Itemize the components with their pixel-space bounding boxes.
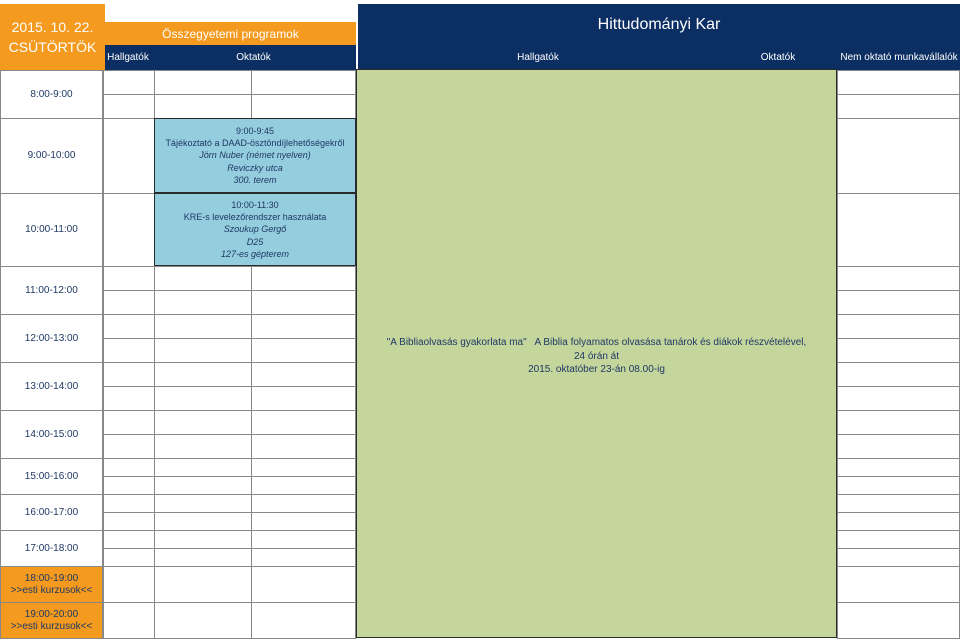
grid-cell: [837, 70, 960, 95]
evening-time: 19:00-20:00: [24, 608, 79, 620]
grid-cell: [154, 266, 252, 291]
grid-cell: [103, 530, 155, 549]
grid-cell: [251, 530, 356, 549]
grid-cell: [154, 476, 252, 495]
time-slot: 12:00-13:00: [0, 314, 103, 363]
grid-cell: [103, 193, 155, 267]
event-bible-reading[interactable]: [356, 69, 837, 638]
evening-time-slot: [0, 602, 103, 639]
col-header-teachers-1: Oktatók: [151, 45, 356, 70]
event-daad[interactable]: [154, 118, 356, 193]
col-header-teachers-2: Oktatók: [718, 45, 838, 70]
grid-cell: [251, 548, 356, 567]
evening-note: >>esti kurzusok<<: [10, 584, 93, 596]
grid-cell: [251, 434, 356, 459]
grid-cell: [251, 290, 356, 315]
grid-cell: [837, 118, 960, 194]
grid-cell: [103, 70, 155, 95]
grid-cell: [251, 512, 356, 531]
grid-cell: [251, 602, 356, 639]
grid-cell: [154, 410, 252, 435]
grid-cell: [103, 290, 155, 315]
grid-cell: [103, 548, 155, 567]
grid-cell: [251, 70, 356, 95]
event-place: D25: [246, 236, 264, 247]
grid-cell: [103, 512, 155, 531]
event-time: 9:00-9:45: [235, 126, 275, 137]
grid-cell: [103, 410, 155, 435]
grid-cell: [103, 386, 155, 411]
grid-cell: [103, 434, 155, 459]
event-title: KRE-s levelezőrendszer használata: [183, 212, 327, 223]
grid-cell: [837, 410, 960, 435]
grid-cell: [837, 193, 960, 267]
grid-cell: [103, 118, 155, 194]
grid-cell: [103, 338, 155, 363]
grid-cell: [837, 602, 960, 639]
grid-cell: [837, 362, 960, 387]
event-presenter: Szoukup Gergő: [223, 224, 287, 235]
event-bible-reading-line2: 24 órán át: [573, 350, 620, 362]
time-slot: 15:00-16:00: [0, 458, 103, 495]
grid-cell: [103, 94, 155, 119]
weekday-label: CSÜTÖRTÖK: [8, 39, 97, 55]
grid-cell: [154, 602, 252, 639]
grid-cell: [103, 494, 155, 513]
grid-cell: [251, 266, 356, 291]
grid-cell: [837, 494, 960, 513]
grid-cell: [154, 566, 252, 603]
grid-cell: [251, 566, 356, 603]
grid-cell: [103, 314, 155, 339]
grid-cell: [837, 290, 960, 315]
event-room: 127-es gépterem: [220, 248, 290, 259]
grid-cell: [251, 314, 356, 339]
grid-cell: [154, 386, 252, 411]
grid-cell: [251, 362, 356, 387]
grid-cell: [837, 476, 960, 495]
event-place: Reviczky utca: [227, 162, 283, 173]
grid-cell: [154, 94, 252, 119]
grid-cell: [837, 566, 960, 603]
grid-cell: [251, 94, 356, 119]
date-block: [0, 4, 105, 70]
time-slot: 13:00-14:00: [0, 362, 103, 411]
grid-cell: [154, 70, 252, 95]
grid-cell: [103, 602, 155, 639]
col-header-students-2: Hallgatók: [358, 45, 718, 70]
time-slot: 16:00-17:00: [0, 494, 103, 531]
event-presenter: Jörn Nuber (német nyelven): [199, 150, 311, 161]
grid-cell: [251, 410, 356, 435]
grid-cell: [251, 494, 356, 513]
university-programs-header: Összegyetemi programok: [105, 22, 356, 45]
grid-cell: [837, 512, 960, 531]
grid-cell: [103, 362, 155, 387]
grid-cell: [103, 566, 155, 603]
grid-cell: [837, 338, 960, 363]
grid-cell: [251, 476, 356, 495]
grid-cell: [154, 458, 252, 477]
grid-cell: [251, 386, 356, 411]
time-slot: 11:00-12:00: [0, 266, 103, 315]
event-title: Tájékoztató a DAAD-ösztöndíjlehetőségekről: [165, 138, 345, 149]
grid-cell: [837, 434, 960, 459]
grid-cell: [251, 458, 356, 477]
time-slot: 14:00-15:00: [0, 410, 103, 459]
date-label: 2015. 10. 22.: [11, 18, 94, 35]
col-header-staff: Nem oktató munkavállalók: [838, 45, 960, 70]
grid-cell: [837, 458, 960, 477]
grid-cell: [103, 476, 155, 495]
event-bible-reading-line1: "A Bibliaolvasás gyakorlata ma" A Biblia folyamatos olvasása tanárok és diákok részvételével,: [386, 337, 807, 348]
event-time: 10:00-11:30: [231, 200, 279, 211]
time-slot: 8:00-9:00: [0, 70, 103, 119]
grid-cell: [837, 548, 960, 567]
grid-cell: [837, 530, 960, 549]
grid-cell: [154, 290, 252, 315]
time-slot: 9:00-10:00: [0, 118, 103, 194]
event-mail-system[interactable]: [154, 193, 356, 266]
grid-cell: [154, 530, 252, 549]
grid-cell: [154, 512, 252, 531]
grid-cell: [154, 314, 252, 339]
grid-cell: [154, 548, 252, 567]
grid-cell: [837, 386, 960, 411]
col-header-students-1: Hallgatók: [105, 45, 151, 70]
faculty-header: Hittudományi Kar: [358, 4, 960, 45]
grid-cell: [154, 362, 252, 387]
grid-cell: [837, 266, 960, 291]
event-bible-reading-line3: 2015. oktatóber 23-án 08.00-ig: [528, 364, 665, 375]
grid-cell: [154, 338, 252, 363]
event-bible-reading-text: [357, 336, 836, 377]
grid-cell: [103, 266, 155, 291]
grid-cell: [154, 494, 252, 513]
grid-cell: [251, 338, 356, 363]
time-slot: 17:00-18:00: [0, 530, 103, 567]
grid-cell: [154, 434, 252, 459]
grid-cell: [837, 94, 960, 119]
evening-time-slot: [0, 566, 103, 603]
grid-cell: [837, 314, 960, 339]
event-room: 300. terem: [233, 174, 277, 185]
evening-time: 18:00-19:00: [24, 572, 79, 584]
grid-cell: [103, 458, 155, 477]
time-slot: 10:00-11:00: [0, 193, 103, 267]
evening-note: >>esti kurzusok<<: [10, 620, 93, 632]
